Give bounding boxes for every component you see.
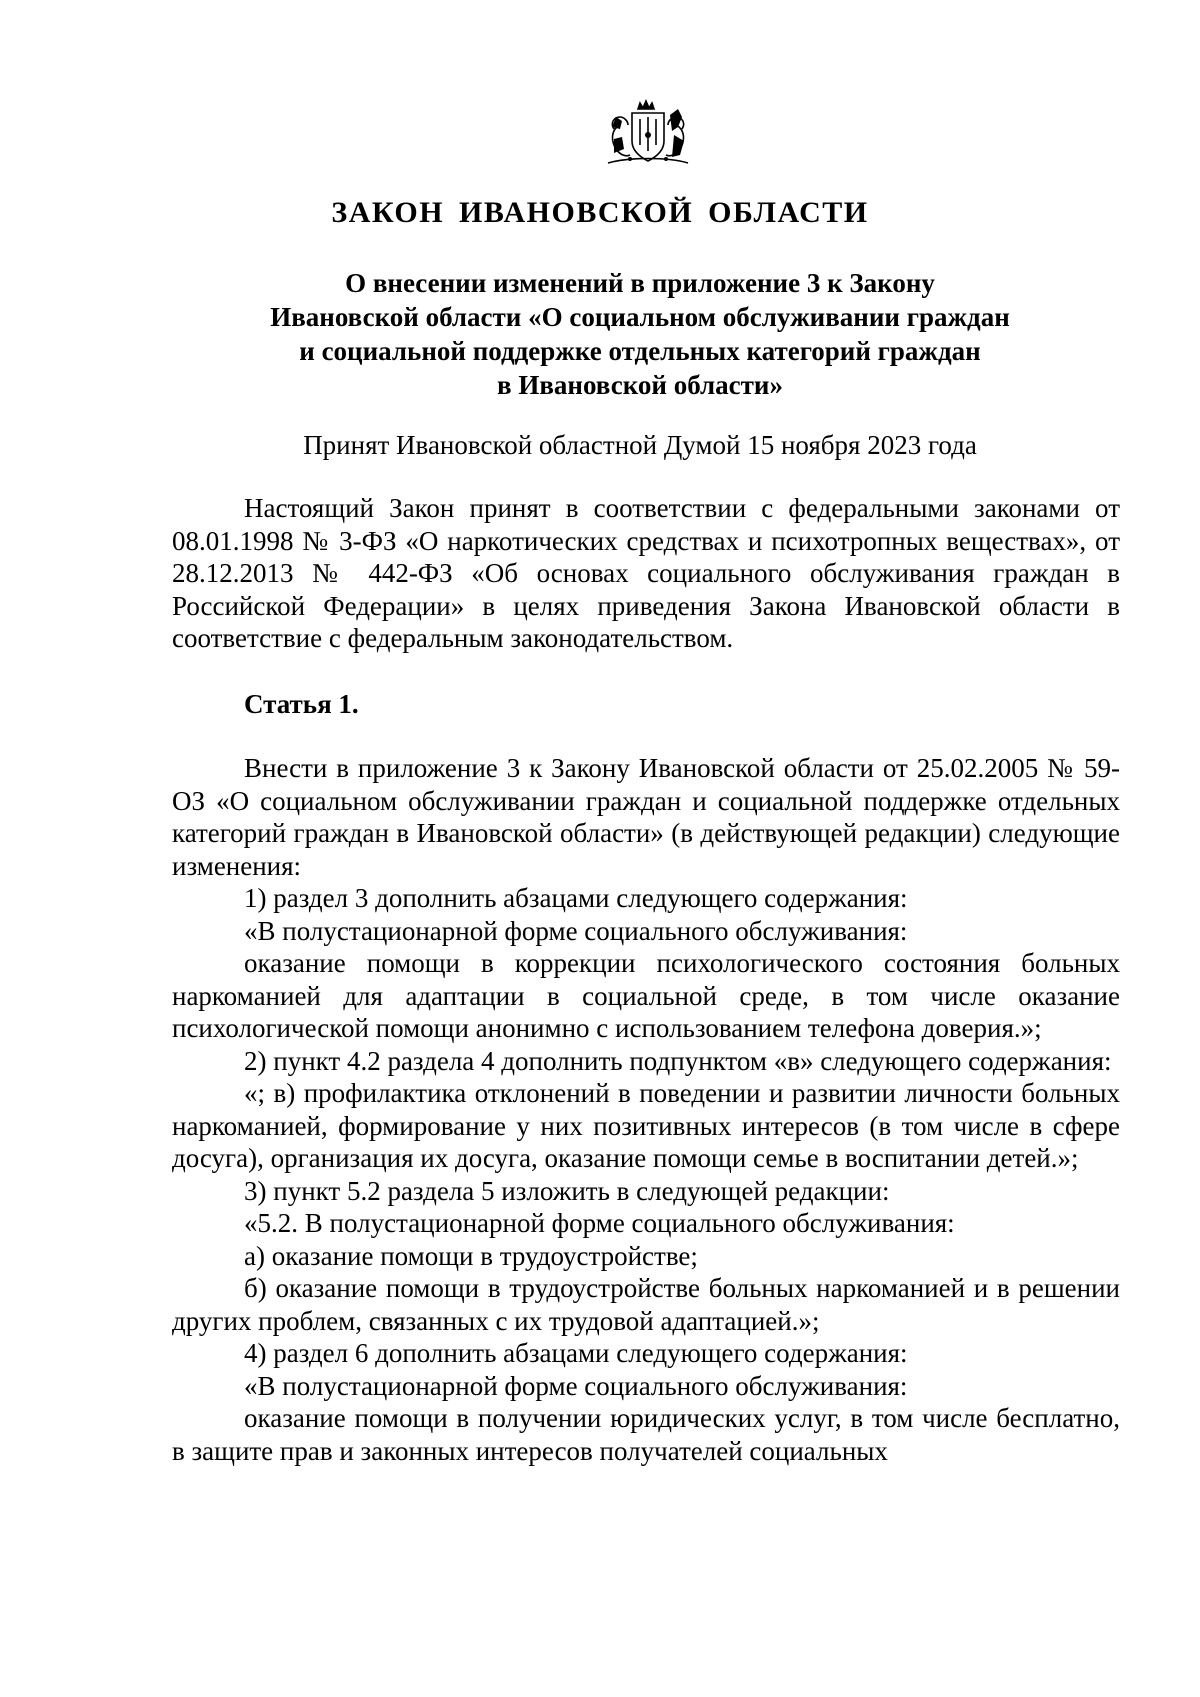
article-paragraph: оказание помощи в коррекции психологического состояния больных наркоманией для адаптации в социальной среде, в том числе оказание психологической помощи анонимно с использованием телефона доверия.»; bbox=[172, 948, 1120, 1043]
article-paragraph: а) оказание помощи в трудоустройстве; bbox=[244, 1240, 698, 1271]
article-paragraph: 2) пункт 4.2 раздела 4 дополнить подпунктом «в» следующего содержания: bbox=[244, 1045, 1112, 1076]
article-paragraph: «; в) профилактика отклонений в поведении и развитии личности больных наркоманией, формирование у них позитивных интересов (в том числе в сфере досуга), организация их досуга, оказание помощи семье в воспитании детей.»; bbox=[172, 1078, 1120, 1173]
subtitle-line: О внесении изменений в приложение 3 к Закону bbox=[345, 268, 935, 298]
adoption-date-line: Принят Ивановской областной Думой 15 ноября 2023 года bbox=[303, 430, 977, 460]
article-body bbox=[172, 752, 1120, 1467]
article-paragraph: Внести в приложение 3 к Закону Ивановской области от 25.02.2005 № 59-ОЗ «О социальном обслуживании граждан и социальной поддержке отдельных категорий граждан в Ивановской области» (в действующей редакции) следующие изменения: bbox=[172, 753, 1120, 881]
article-paragraph: 4) раздел 6 дополнить абзацами следующего содержания: bbox=[244, 1338, 908, 1368]
preamble-paragraph: Настоящий Закон принят в соответствии с федеральными законами от 08.01.1998 № 3-ФЗ «О наркотических средствах и психотропных веществах», от 28.12.2013 № 442-ФЗ «Об основах социального обслуживания граждан в Российской Федерации» в целях приведения Закона Ивановской области в соответствие с федеральным законодательством. bbox=[172, 493, 1120, 653]
article-paragraph: оказание помощи в получении юридических услуг, в том числе бесплатно, в защите прав и законных интересов получателей социальных bbox=[172, 1403, 1120, 1466]
article-heading: Статья 1. bbox=[244, 689, 359, 719]
article-paragraph: «5.2. В полустационарной форме социального обслуживания: bbox=[244, 1208, 955, 1238]
preamble bbox=[172, 492, 1120, 655]
article-paragraph: 1) раздел 3 дополнить абзацами следующего содержания: bbox=[244, 883, 908, 913]
article-paragraph: 3) пункт 5.2 раздела 5 изложить в следующей редакции: bbox=[244, 1175, 890, 1206]
article-paragraph: «В полустационарной форме социального обслуживания: bbox=[244, 1370, 908, 1401]
coat-of-arms-emblem bbox=[600, 95, 696, 175]
subtitle-line: в Ивановской области» bbox=[497, 370, 783, 400]
article-paragraph: «В полустационарной форме социального обслуживания: bbox=[244, 915, 908, 946]
law-title: ЗАКОН ИВАНОВСКОЙ ОБЛАСТИ bbox=[331, 196, 869, 229]
subtitle-line: и социальной поддержке отдельных категорий граждан bbox=[299, 336, 981, 366]
subtitle-line: Ивановской области «О социальном обслуживании граждан bbox=[270, 302, 1010, 332]
law-subtitle bbox=[150, 266, 1130, 402]
article-paragraph: б) оказание помощи в трудоустройстве больных наркоманией и в решении других проблем, связанных с их трудовой адаптацией.»; bbox=[172, 1273, 1120, 1336]
